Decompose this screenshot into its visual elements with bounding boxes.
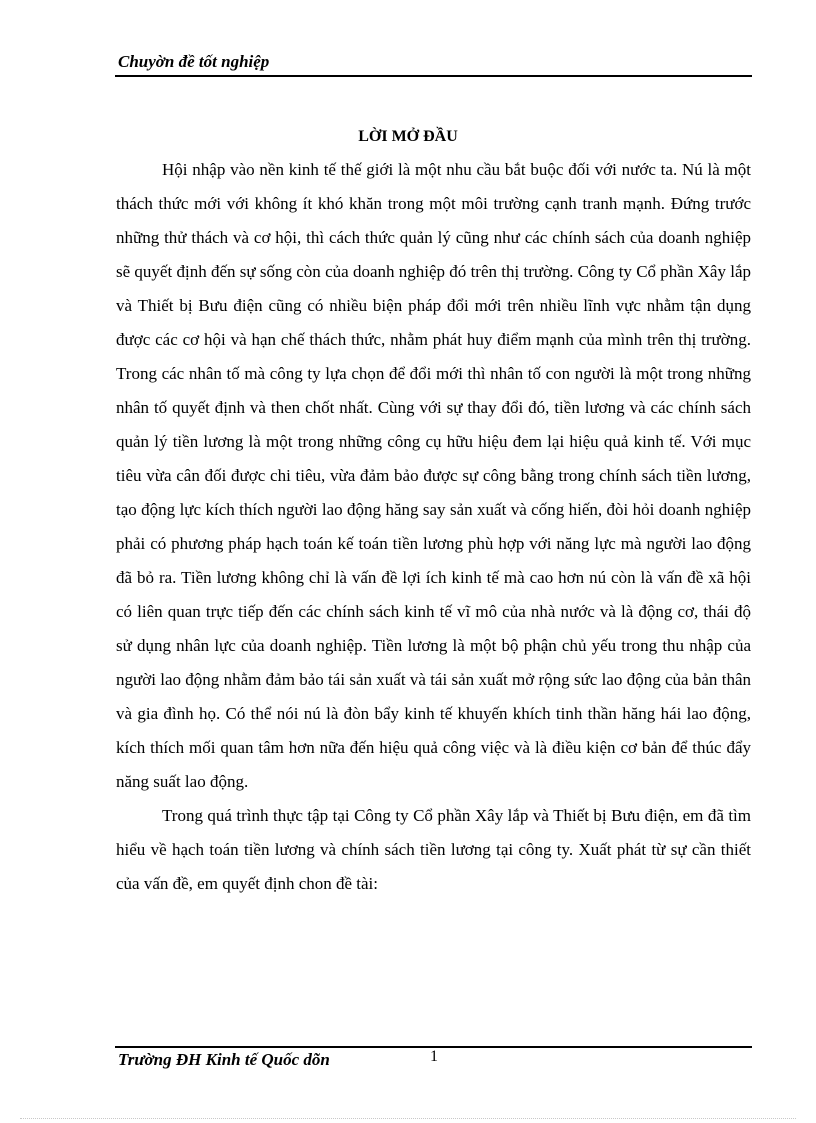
header-rule bbox=[115, 75, 752, 77]
header-title: Chuyờn đề tốt nghiệp bbox=[118, 52, 270, 71]
document-body bbox=[116, 153, 751, 901]
page-bottom-edge bbox=[20, 1118, 796, 1119]
paragraph-topic-choice: Trong quá trình thực tập tại Công ty Cổ phần Xây lắp và Thiết bị Bưu điện, em đã tìm hiểu về hạch toán tiền lương và chính sách tiền lương tại công ty. Xuất phát từ sự cần thiết của vấn đề, em quyết định chon đề tài: bbox=[116, 806, 751, 893]
footer-school-name: Trường ĐH Kinh tế Quốc dõn bbox=[118, 1050, 330, 1069]
page-title: LỜI MỞ ĐẦU bbox=[358, 128, 458, 145]
paragraph-introduction: Hội nhập vào nền kinh tế thế giới là một nhu cầu bắt buộc đối với nước ta. Nú là một thách thức mới với không ít khó khăn trong một môi trường cạnh tranh mạnh. Đứng trước những thử thách và cơ hội, thì cách thức quản lý cũng như các chính sách của doanh nghiệp sẽ quyết định đến sự sống còn của doanh nghiệp đó trên thị trường. Công ty Cổ phần Xây lắp và Thiết bị Bưu điện cũng có nhiều biện pháp đổi mới trên nhiều lĩnh vực nhằm tận dụng được các cơ hội và hạn chế thách thức, nhằm phát huy điểm mạnh của mình trên thị trường. Trong các nhân tố mà công ty lựa chọn để đổi mới thì nhân tố con người là một trong những nhân tố quyết định và then chốt nhất. Cùng với sự thay đổi đó, tiền lương và các chính sách quản lý tiền lương là một trong những công cụ hữu hiệu đem lại hiệu quả kinh tế. Với mục tiêu vừa cân đối được chi tiêu, vừa đảm bảo được sự công bằng trong chính sách tiền lương, tạo động lực kích thích người lao động hăng say sản xuất và cống hiến, đòi hỏi doanh nghiệp phải có phương pháp hạch toán kế toán tiền lương phù hợp với năng lực mà người lao động đã bỏ ra. Tiền lương không chỉ là vấn đề lợi ích kinh tế mà cao hơn nú còn là vấn đề xã hội có liên quan trực tiếp đến các chính sách kinh tế vĩ mô của nhà nước và là động cơ, thái độ sử dụng nhân lực của doanh nghiệp. Tiền lương là một bộ phận chủ yếu trong thu nhập của người lao động nhằm đảm bảo tái sản xuất và tái sản xuất mở rộng sức lao động của bản thân và gia đình họ. Có thể nói nú là đòn bẩy kinh tế khuyến khích tinh thần hăng hái lao động, kích thích mối quan tâm hơn nữa đến hiệu quả công việc và là điều kiện cơ bản để thúc đẩy năng suất lao động. bbox=[116, 160, 751, 791]
page-number: 1 bbox=[430, 1048, 438, 1065]
